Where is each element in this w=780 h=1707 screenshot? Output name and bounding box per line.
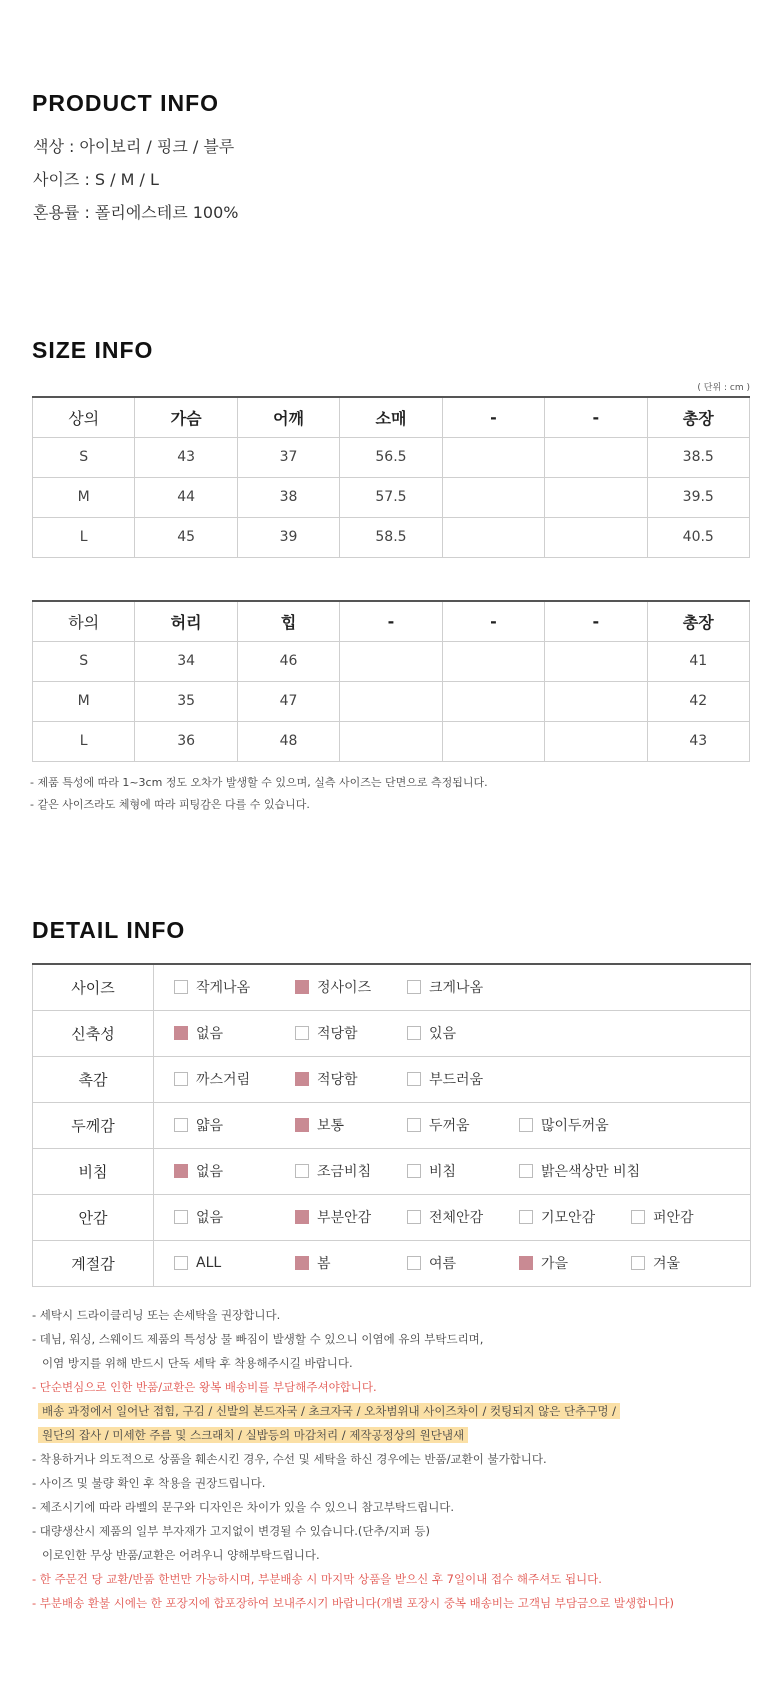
- detail-option-label: 조금비침: [317, 1164, 372, 1180]
- table-cell: 38: [237, 477, 339, 517]
- table-header-row: [33, 397, 750, 437]
- table-cell: 40.5: [647, 517, 749, 557]
- detail-option[interactable]: [295, 1253, 331, 1273]
- detail-option-label: 없음: [196, 1210, 224, 1226]
- empty-checkbox-icon[interactable]: [407, 1210, 421, 1224]
- care-note: [32, 1543, 674, 1567]
- detail-row: [33, 1102, 751, 1148]
- detail-option[interactable]: [295, 977, 371, 997]
- care-note-text: - 부분배송 환불 시에는 한 포장지에 합포장하여 보내주시기 바랍니다(개별 포장시 중복 배송비는 고객님 부담금으로 발생합니다): [32, 1596, 674, 1610]
- detail-option[interactable]: [519, 1161, 640, 1181]
- detail-option-label: 겨울: [653, 1256, 681, 1272]
- detail-option[interactable]: [295, 1207, 371, 1227]
- table-cell: [442, 477, 544, 517]
- product-size-line: 사이즈 : S / M / L: [33, 170, 159, 189]
- care-note-text: 원단의 잡사 / 미세한 주름 및 스크래치 / 실밥등의 마감처리 / 제작공정상의 원단냄새: [38, 1427, 468, 1443]
- table-cell: 44: [135, 477, 237, 517]
- detail-option[interactable]: [174, 977, 250, 997]
- empty-checkbox-icon[interactable]: [519, 1210, 533, 1224]
- detail-option-label: 밝은색상만 비침: [541, 1164, 641, 1180]
- detail-option-label: 크게나옴: [429, 980, 484, 997]
- empty-checkbox-icon[interactable]: [519, 1118, 533, 1132]
- table-cell: 36: [135, 721, 237, 761]
- detail-row-label: 안감: [33, 1194, 154, 1240]
- care-note: [32, 1399, 674, 1423]
- checked-checkbox-icon[interactable]: [519, 1256, 533, 1270]
- detail-option-label: 적당함: [317, 1026, 358, 1042]
- detail-row-label: 비침: [33, 1148, 154, 1194]
- detail-option[interactable]: [519, 1115, 609, 1135]
- table-header-cell: -: [545, 397, 647, 437]
- checked-checkbox-icon[interactable]: [174, 1026, 188, 1040]
- empty-checkbox-icon[interactable]: [295, 1026, 309, 1040]
- empty-checkbox-icon[interactable]: [631, 1210, 645, 1224]
- empty-checkbox-icon[interactable]: [174, 1256, 188, 1270]
- table-cell: 58.5: [340, 517, 442, 557]
- detail-option[interactable]: [407, 1207, 483, 1227]
- detail-table: [32, 963, 751, 1287]
- table-cell: 34: [135, 641, 237, 681]
- detail-options: [154, 964, 751, 1010]
- detail-option-label: 기모안감: [541, 1210, 596, 1226]
- detail-option[interactable]: [174, 1069, 250, 1089]
- care-note-text: - 제조시기에 따라 라벨의 문구와 디자인은 차이가 있을 수 있으니 참고부탁드립니다.: [32, 1500, 455, 1514]
- care-notes: [32, 1303, 674, 1615]
- table-row: [33, 477, 750, 517]
- table-header-cell: 가슴: [135, 397, 237, 437]
- detail-option[interactable]: [174, 1255, 221, 1271]
- detail-row-label: 사이즈: [33, 964, 154, 1010]
- product-info-title: PRODUCT INFO: [32, 90, 220, 116]
- bottom-size-table: [32, 600, 750, 762]
- table-header-cell: 허리: [135, 601, 237, 641]
- empty-checkbox-icon[interactable]: [174, 1072, 188, 1086]
- detail-row: [33, 1148, 751, 1194]
- care-note: [32, 1423, 674, 1447]
- table-cell: [545, 437, 647, 477]
- detail-row: [33, 1194, 751, 1240]
- detail-option[interactable]: [174, 1161, 223, 1181]
- detail-row: [33, 1056, 751, 1102]
- detail-options: [154, 1194, 751, 1240]
- table-cell: 43: [135, 437, 237, 477]
- table-cell: 46: [237, 641, 339, 681]
- size-note: - 제품 특성에 따라 1~3cm 정도 오차가 발생할 수 있으며, 실측 사이즈는 단면으로 측정됩니다.: [30, 776, 488, 789]
- table-header-row: [33, 601, 750, 641]
- care-note: [32, 1327, 674, 1351]
- table-header-cell: 소매: [340, 397, 442, 437]
- table-cell: 43: [647, 721, 749, 761]
- care-note-text: - 한 주문건 당 교환/반품 한번만 가능하시며, 부분배송 시 마지막 상품을 받으신 후 7일이내 접수 해주셔도 됩니다.: [32, 1572, 602, 1586]
- empty-checkbox-icon[interactable]: [407, 1072, 421, 1086]
- empty-checkbox-icon[interactable]: [407, 980, 421, 994]
- table-cell: [545, 681, 647, 721]
- detail-option-label: 많이두꺼움: [541, 1118, 609, 1134]
- table-cell: 57.5: [340, 477, 442, 517]
- detail-option-label: 보통: [317, 1118, 345, 1134]
- table-cell: [442, 517, 544, 557]
- detail-option[interactable]: [174, 1115, 223, 1135]
- care-note: [32, 1375, 674, 1399]
- empty-checkbox-icon[interactable]: [174, 980, 188, 994]
- table-cell: 39.5: [647, 477, 749, 517]
- table-cell: [442, 721, 544, 761]
- table-cell: 42: [647, 681, 749, 721]
- care-note-text: 이염 방지를 위해 반드시 단독 세탁 후 착용해주시길 바랍니다.: [42, 1356, 353, 1370]
- detail-option[interactable]: [295, 1115, 344, 1135]
- detail-row: [33, 1010, 751, 1056]
- detail-option-label: 까스거림: [196, 1072, 251, 1088]
- detail-option-label: 적당함: [317, 1072, 358, 1088]
- table-cell: [545, 517, 647, 557]
- top-size-table: [32, 396, 750, 558]
- table-cell: S: [33, 437, 135, 477]
- detail-options: [154, 1102, 751, 1148]
- care-note-text: - 단순변심으로 인한 반품/교환은 왕복 배송비를 부담해주셔야합니다.: [32, 1380, 377, 1394]
- table-row: [33, 641, 750, 681]
- table-cell: L: [33, 721, 135, 761]
- table-row: [33, 437, 750, 477]
- table-cell: [545, 477, 647, 517]
- detail-row-label: 계절감: [33, 1240, 154, 1286]
- detail-option[interactable]: [631, 1253, 680, 1273]
- table-cell: M: [33, 477, 135, 517]
- table-cell: 47: [237, 681, 339, 721]
- table-header-cell: -: [442, 397, 544, 437]
- table-cell: 45: [135, 517, 237, 557]
- care-note-text: - 사이즈 및 불량 확인 후 착용을 권장드립니다.: [32, 1476, 266, 1490]
- detail-option-label: 봄: [317, 1256, 331, 1272]
- care-note-text: - 세탁시 드라이클리닝 또는 손세탁을 권장합니다.: [32, 1308, 281, 1322]
- detail-option-label: 퍼안감: [653, 1210, 694, 1226]
- detail-option-label: 두꺼움: [429, 1118, 470, 1134]
- table-header-cell: -: [545, 601, 647, 641]
- table-cell: [340, 641, 442, 681]
- detail-option[interactable]: [519, 1207, 595, 1227]
- detail-option-label: 없음: [196, 1164, 224, 1180]
- care-note: [32, 1303, 674, 1327]
- checked-checkbox-icon[interactable]: [174, 1164, 188, 1178]
- empty-checkbox-icon[interactable]: [407, 1026, 421, 1040]
- unit-label: ( 단위 : cm ): [697, 383, 750, 393]
- table-row: [33, 517, 750, 557]
- detail-row-label: 두께감: [33, 1102, 154, 1148]
- empty-checkbox-icon[interactable]: [174, 1118, 188, 1132]
- detail-option[interactable]: [407, 1115, 470, 1135]
- detail-row: [33, 964, 751, 1010]
- empty-checkbox-icon[interactable]: [174, 1210, 188, 1224]
- empty-checkbox-icon[interactable]: [407, 1118, 421, 1132]
- detail-option[interactable]: [295, 1161, 371, 1181]
- size-info-title: SIZE INFO: [32, 337, 154, 363]
- table-cell: 38.5: [647, 437, 749, 477]
- detail-row-label: 신축성: [33, 1010, 154, 1056]
- detail-option-label: 여름: [429, 1256, 457, 1272]
- detail-option-label: 얇음: [196, 1118, 224, 1134]
- detail-option[interactable]: [519, 1253, 568, 1273]
- table-header-cell: 어깨: [237, 397, 339, 437]
- table-cell: [442, 641, 544, 681]
- care-note: [32, 1567, 674, 1591]
- detail-option-label: 부드러움: [429, 1072, 484, 1088]
- detail-options: [154, 1148, 751, 1194]
- table-row: [33, 721, 750, 761]
- table-header-cell: 하의: [33, 601, 135, 641]
- empty-checkbox-icon[interactable]: [295, 1164, 309, 1178]
- table-cell: 48: [237, 721, 339, 761]
- table-cell: 56.5: [340, 437, 442, 477]
- care-note: [32, 1351, 674, 1375]
- detail-options: [154, 1056, 751, 1102]
- detail-option[interactable]: [407, 1069, 483, 1089]
- detail-option-label: 전체안감: [429, 1210, 484, 1226]
- table-cell: [545, 641, 647, 681]
- care-note: [32, 1447, 674, 1471]
- detail-option[interactable]: [407, 977, 483, 997]
- table-header-cell: -: [442, 601, 544, 641]
- care-note: [32, 1471, 674, 1495]
- detail-option-label: 부분안감: [317, 1210, 372, 1226]
- detail-option-label: 정사이즈: [317, 980, 372, 997]
- product-material-line: 혼용률 : 폴리에스테르 100%: [33, 203, 239, 222]
- care-note: [32, 1519, 674, 1543]
- detail-row-label: 촉감: [33, 1056, 154, 1102]
- detail-option-label: 없음: [196, 1026, 224, 1042]
- detail-option-label: 가을: [541, 1256, 569, 1272]
- checked-checkbox-icon[interactable]: [295, 1118, 309, 1132]
- table-cell: [442, 437, 544, 477]
- checked-checkbox-icon[interactable]: [295, 1072, 309, 1086]
- table-cell: 41: [647, 641, 749, 681]
- checked-checkbox-icon[interactable]: [295, 980, 309, 994]
- checked-checkbox-icon[interactable]: [295, 1210, 309, 1224]
- table-header-cell: 상의: [33, 397, 135, 437]
- care-note-text: - 착용하거나 의도적으로 상품을 훼손시킨 경우, 수선 및 세탁을 하신 경우에는 반품/교환이 불가합니다.: [32, 1452, 547, 1466]
- detail-option-label: ALL: [196, 1255, 222, 1271]
- detail-option[interactable]: [631, 1207, 694, 1227]
- detail-option[interactable]: [407, 1253, 456, 1273]
- detail-options: [154, 1010, 751, 1056]
- table-header-cell: 총장: [647, 397, 749, 437]
- size-note: - 같은 사이즈라도 체형에 따라 피팅감은 다를 수 있습니다.: [30, 798, 310, 811]
- table-header-cell: 총장: [647, 601, 749, 641]
- detail-option[interactable]: [295, 1023, 358, 1043]
- detail-option-label: 작게나옴: [196, 980, 251, 997]
- detail-option[interactable]: [174, 1207, 223, 1227]
- care-note-text: 이로인한 무상 반품/교환은 어려우니 양해부탁드립니다.: [42, 1548, 320, 1562]
- table-cell: [340, 721, 442, 761]
- table-cell: 37: [237, 437, 339, 477]
- size-notes: [30, 772, 488, 816]
- table-cell: S: [33, 641, 135, 681]
- detail-option-label: 비침: [429, 1164, 457, 1180]
- care-note: [32, 1495, 674, 1519]
- table-cell: 39: [237, 517, 339, 557]
- detail-option[interactable]: [295, 1069, 358, 1089]
- empty-checkbox-icon[interactable]: [519, 1164, 533, 1178]
- detail-option[interactable]: [407, 1023, 456, 1043]
- detail-options: [154, 1240, 751, 1286]
- detail-row: [33, 1240, 751, 1286]
- care-note-text: 배송 과정에서 일어난 접힘, 구김 / 신발의 본드자국 / 초크자국 / 오차범위내 사이즈차이 / 컷팅되지 않은 단추구멍 /: [38, 1403, 620, 1419]
- table-header-cell: 힙: [237, 601, 339, 641]
- table-cell: M: [33, 681, 135, 721]
- empty-checkbox-icon[interactable]: [407, 1164, 421, 1178]
- table-header-cell: -: [340, 601, 442, 641]
- care-note: [32, 1591, 674, 1615]
- table-cell: [442, 681, 544, 721]
- table-cell: [340, 681, 442, 721]
- detail-info-title: DETAIL INFO: [32, 917, 186, 943]
- detail-option[interactable]: [174, 1023, 223, 1043]
- table-row: [33, 681, 750, 721]
- care-note-text: - 데님, 워싱, 스웨이드 제품의 특성상 물 빠짐이 발생할 수 있으니 이염에 유의 부탁드리며,: [32, 1332, 484, 1346]
- empty-checkbox-icon[interactable]: [407, 1256, 421, 1270]
- care-note-text: - 대량생산시 제품의 일부 부자재가 고지없이 변경될 수 있습니다.(단추/지퍼 등): [32, 1524, 430, 1538]
- detail-option[interactable]: [407, 1161, 456, 1181]
- empty-checkbox-icon[interactable]: [631, 1256, 645, 1270]
- product-color-line: 색상 : 아이보리 / 핑크 / 블루: [33, 137, 235, 156]
- checked-checkbox-icon[interactable]: [295, 1256, 309, 1270]
- table-cell: L: [33, 517, 135, 557]
- table-cell: 35: [135, 681, 237, 721]
- table-cell: [545, 721, 647, 761]
- detail-option-label: 있음: [429, 1026, 457, 1042]
